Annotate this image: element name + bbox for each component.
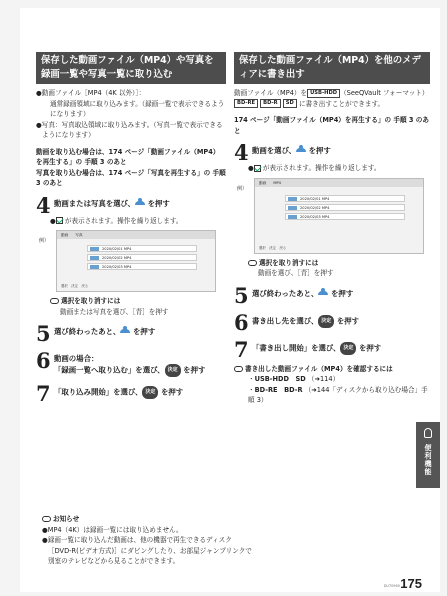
ok-button-icon: 決定 [318, 315, 334, 328]
right-confirm-title: 書き出した動画ファイル（MP4）を確認するには [234, 364, 430, 375]
left-step-7: 7 「取り込み開始」を選び、 決定 を押す [36, 381, 184, 406]
left-deselect-title: 選択を取り消すには [36, 296, 226, 307]
notice-icon [42, 516, 51, 522]
right-deselect-body: 動画を選び、［青］を押す [258, 269, 334, 277]
bd-re-tag: BD-RE [234, 99, 258, 108]
right-example-screen [237, 178, 424, 254]
example-label: 例） [39, 238, 50, 244]
right-step-5: 5 選び終わったあと、 を押す [234, 282, 354, 308]
ok-button-icon: 決定 [165, 364, 181, 377]
right-section-heading: 保存した動画ファイル（MP4）を他のメディアに書き出す [234, 52, 430, 84]
hint-icon [234, 366, 243, 372]
notes-item: ●MP4（4K）は録画一覧には取り込めません。 [42, 525, 183, 534]
left-example-screen [39, 230, 216, 292]
left-intro-video: 動画を取り込む場合は、174 ページ「動画ファイル（MP4）を再生する」の 手順 3 のあと [36, 147, 220, 166]
hint-icon [248, 260, 257, 266]
screen-row: 2020/02/03 MP4 [285, 213, 405, 220]
screen-row: 2020/02/02 MP4 [285, 204, 405, 211]
bullet-video-detail: 通常録画領域に取り込みます。（録画一覧で表示できるようになります） [50, 99, 225, 118]
left-deselect-body: 動画または写真を選び、［青］を押す [60, 307, 169, 316]
right-step-7: 7 「書き出し開始」を選び、 決定 を押す [234, 336, 382, 362]
screen-row: 2020/02/01 MP4 [285, 195, 405, 202]
checkmark-icon [56, 217, 63, 224]
left-step4-sub: ● が表示されます。操作を繰り返します。 [50, 216, 183, 225]
ok-button-icon: 決定 [340, 342, 356, 355]
left-intro-photo: 写真を取り込む場合は、174 ページ「写真を再生する」の 手順 3 のあと [36, 168, 226, 187]
screen-header: 動画 MP4 [255, 179, 423, 187]
left-step-4: 4 動画または写真を選び、 を押す [36, 192, 170, 218]
right-deselect-title: 選択を取り消すには [234, 258, 430, 269]
lightbulb-icon [424, 428, 432, 438]
ok-button-icon: 決定 [142, 386, 158, 399]
thumb-icon [120, 329, 130, 333]
step-number: 4 [36, 192, 51, 218]
thumb-icon [318, 291, 328, 295]
notes-title: お知らせ [42, 514, 252, 525]
left-column [36, 52, 226, 404]
usb-hdd-tag: USB-HDD [307, 89, 340, 98]
notes-item: ●録画一覧に取り込んだ動画は、他の機器で再生できるディスク［DVD-R(ビデオ方式)］にダビングしたり、お部屋ジャンプリンクで別室のテレビなどから見ることができます。 [42, 536, 252, 565]
right-step4-sub: ● が表示されます。操作を繰り返します。 [248, 164, 381, 172]
hint-icon [50, 298, 59, 304]
right-confirm-bd: ・BD-RE BD-R （➜144「ディスクから取り込む場合」手順 3） [248, 385, 428, 404]
checkmark-icon [254, 165, 261, 172]
right-column [234, 52, 430, 406]
thumb-icon [135, 201, 145, 205]
sd-tag: SD [283, 99, 297, 108]
screen-footer: 選択 決定 戻る [61, 284, 89, 288]
page-code: DUT0960 [383, 584, 400, 588]
right-confirm-usb: ・USB-HDD SD （➜114） [248, 375, 340, 383]
right-step-6: 6 書き出し先を選び、 決定 を押す [234, 309, 360, 335]
bullet-photo: ●写真：写真取込領域に取り込みます。（写真一覧で表示できるようになります） [36, 120, 223, 139]
left-step-6: 6 動画の場合： 「録画一覧へ取り込む」を選び、 決定 を押す [36, 350, 226, 377]
bullet-video: ●動画ファイル［MP4（4K 以外）］： [36, 89, 146, 97]
screen-row: 2020/02/02 MP4 [87, 254, 197, 261]
page-number: 175 [400, 576, 422, 591]
screen-row: 2020/02/03 MP4 [87, 263, 197, 270]
right-step-4: 4 動画を選び、 を押す [234, 140, 331, 165]
right-intro-paragraph: 動画ファイル（MP4）を USB-HDD （SeeQVault フォーマット） BD-RE BD-R SD に書き出すことができます。 [234, 89, 429, 108]
side-tab-label: 便利機能 [424, 444, 432, 476]
left-section-heading: 保存した動画ファイル（MP4）や写真を録画一覧や写真一覧に取り込む [36, 52, 226, 84]
bd-r-tag: BD-R [260, 99, 281, 108]
notes-box [42, 514, 252, 567]
right-intro: 174 ページ「動画ファイル（MP4）を再生する」の 手順 3 のあと [234, 116, 429, 135]
thumb-icon [296, 148, 306, 152]
screen-header: 動画 写真 [57, 231, 215, 239]
screen-footer: 選択 決定 戻る [259, 245, 287, 250]
screen-row: 2020/02/01 MP4 [87, 245, 197, 252]
side-index-tab [416, 422, 440, 488]
left-step-5: 5 選び終わったあと、 を押す [36, 321, 156, 346]
manual-page [20, 8, 440, 592]
example-label: 例） [237, 185, 248, 192]
